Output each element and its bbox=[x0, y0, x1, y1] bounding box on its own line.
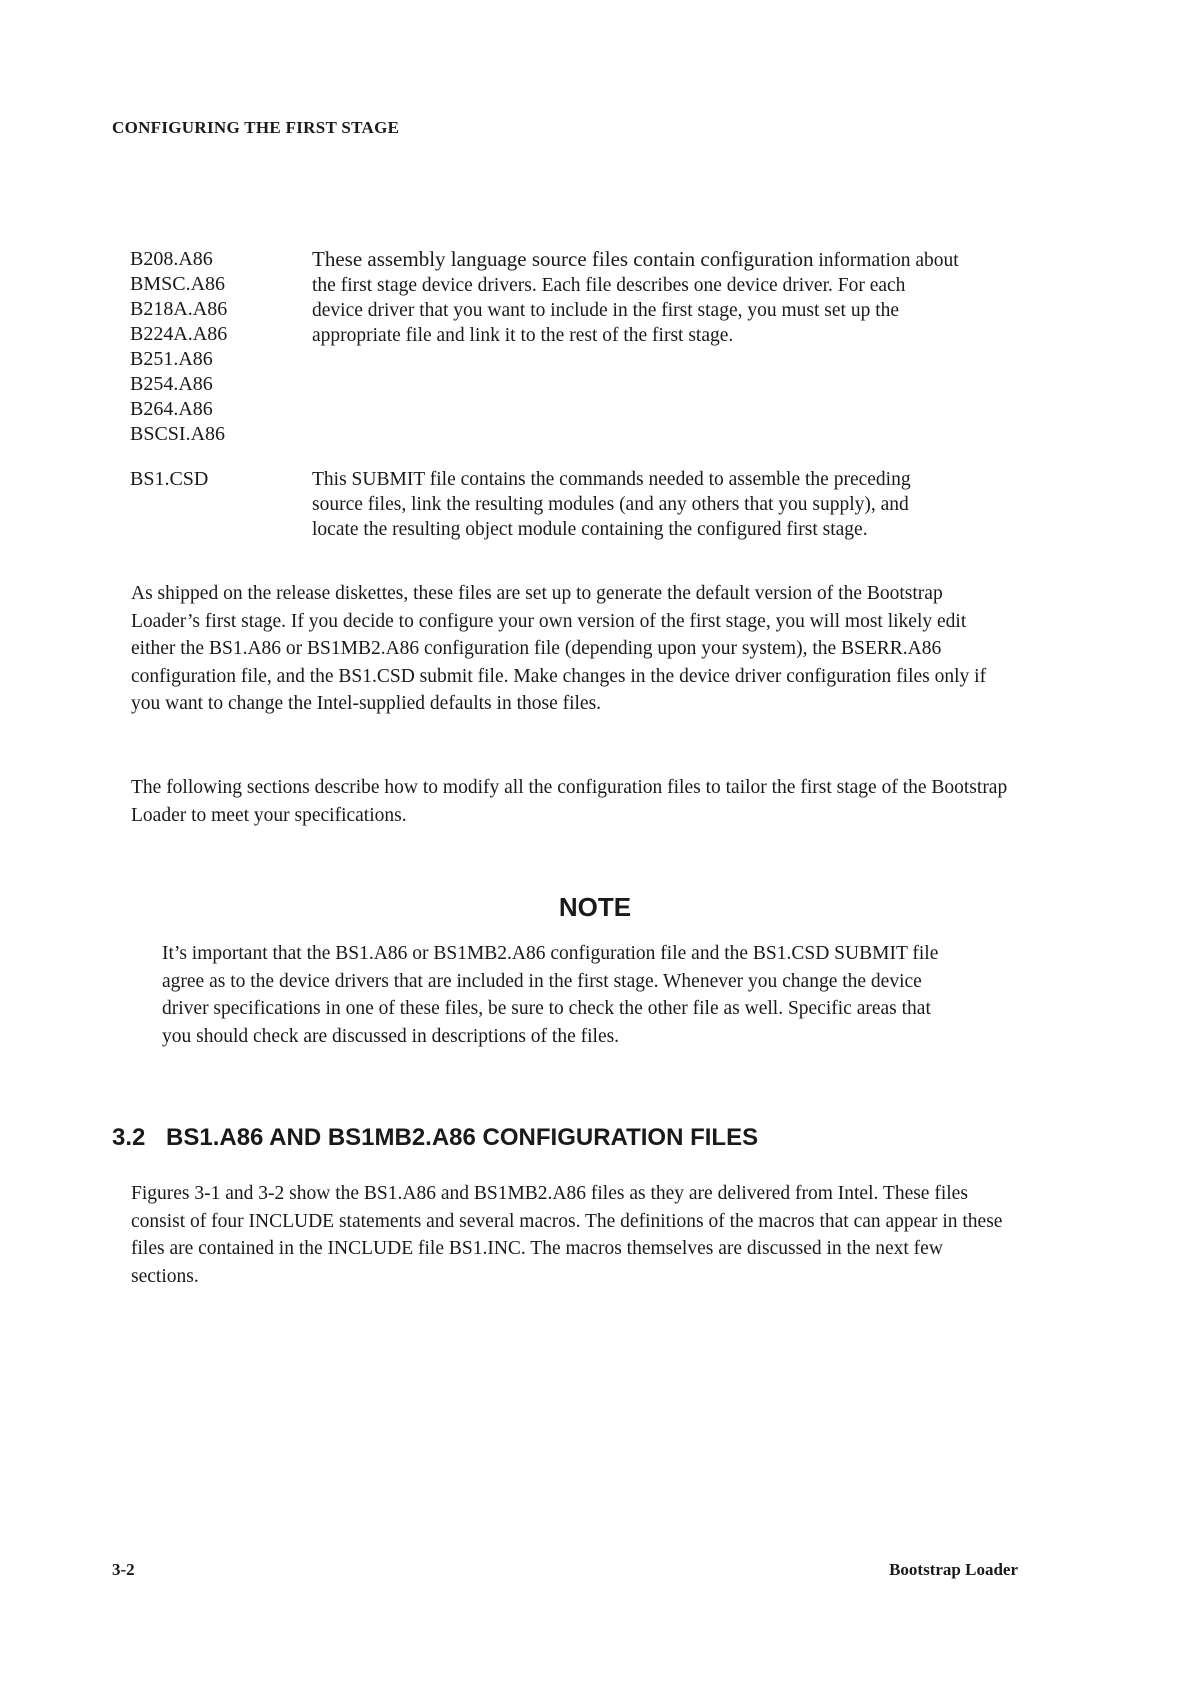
section-title: BS1.A86 AND BS1MB2.A86 CONFIGURATION FILES bbox=[166, 1124, 759, 1151]
file-table bbox=[130, 247, 960, 562]
file-name: BMSC.A86 bbox=[130, 273, 226, 295]
body-paragraph: As shipped on the release diskettes, these files are set up to generate the default version of the Bootstrap Loader’s first stage. If you decide to configure your own version of the first stage, you will most likely edit either the BS1.A86 or BS1MB2.A86 configuration file (depending upon your system), the BSERR.A86 configuration file, and the BS1.CSD submit file. Make changes in the device driver configuration files only if you want to change the Intel-supplied defaults in those files. bbox=[131, 583, 987, 714]
page-number: 3-2 bbox=[112, 1560, 135, 1579]
file-description-lead: These assembly language source files contain configuration bbox=[312, 247, 814, 271]
file-name: B264.A86 bbox=[130, 398, 213, 420]
file-name-list bbox=[130, 467, 312, 542]
body-paragraph: The following sections describe how to modify all the configuration files to tailor the first stage of the Bootstrap Loader to meet your specifications. bbox=[131, 777, 1008, 826]
file-name: B254.A86 bbox=[130, 373, 213, 395]
section-heading bbox=[112, 1124, 758, 1152]
file-description bbox=[312, 247, 960, 447]
file-name: B208.A86 bbox=[130, 248, 213, 270]
section-number: 3.2 bbox=[112, 1124, 146, 1151]
file-name: B251.A86 bbox=[130, 348, 213, 370]
file-name-list bbox=[130, 247, 312, 447]
file-name: B224A.A86 bbox=[130, 323, 228, 345]
file-name: B218A.A86 bbox=[130, 298, 228, 320]
manual-title: Bootstrap Loader bbox=[889, 1560, 1018, 1579]
note-title: NOTE bbox=[558, 892, 632, 922]
file-description-text: This SUBMIT file contains the commands needed to assemble the preceding source files, link the resulting modules (and any others that you supply), and locate the resulting object module containing the configured first stage. bbox=[312, 469, 911, 540]
file-name: BS1.CSD bbox=[130, 468, 209, 490]
note-body: It’s important that the BS1.A86 or BS1MB2.A86 configuration file and the BS1.CSD SUBMIT file agree as to the device drivers that are included in the first stage. Whenever you change the device driver specifications in one of these files, be sure to check the other file as well. Specific areas that you should check are discussed in descriptions of the files. bbox=[162, 943, 939, 1047]
file-description-text: information about the first stage device drivers. Each file describes one device driver. For each device driver that you want to include in the first stage, you must set up the appropriate file and link it to the rest of the first stage. bbox=[312, 250, 959, 346]
file-description bbox=[312, 467, 960, 542]
file-table-row bbox=[130, 467, 960, 542]
file-name: BSCSI.A86 bbox=[130, 423, 226, 445]
section-paragraph: Figures 3-1 and 3-2 show the BS1.A86 and BS1MB2.A86 files as they are delivered from Intel. These files consist of four INCLUDE statements and several macros. The definitions of the macros that can appear in these files are contained in the INCLUDE file BS1.INC. The macros themselves are discussed in the next few sections. bbox=[131, 1183, 1003, 1287]
running-head: CONFIGURING THE FIRST STAGE bbox=[112, 118, 400, 137]
file-table-row bbox=[130, 247, 960, 447]
